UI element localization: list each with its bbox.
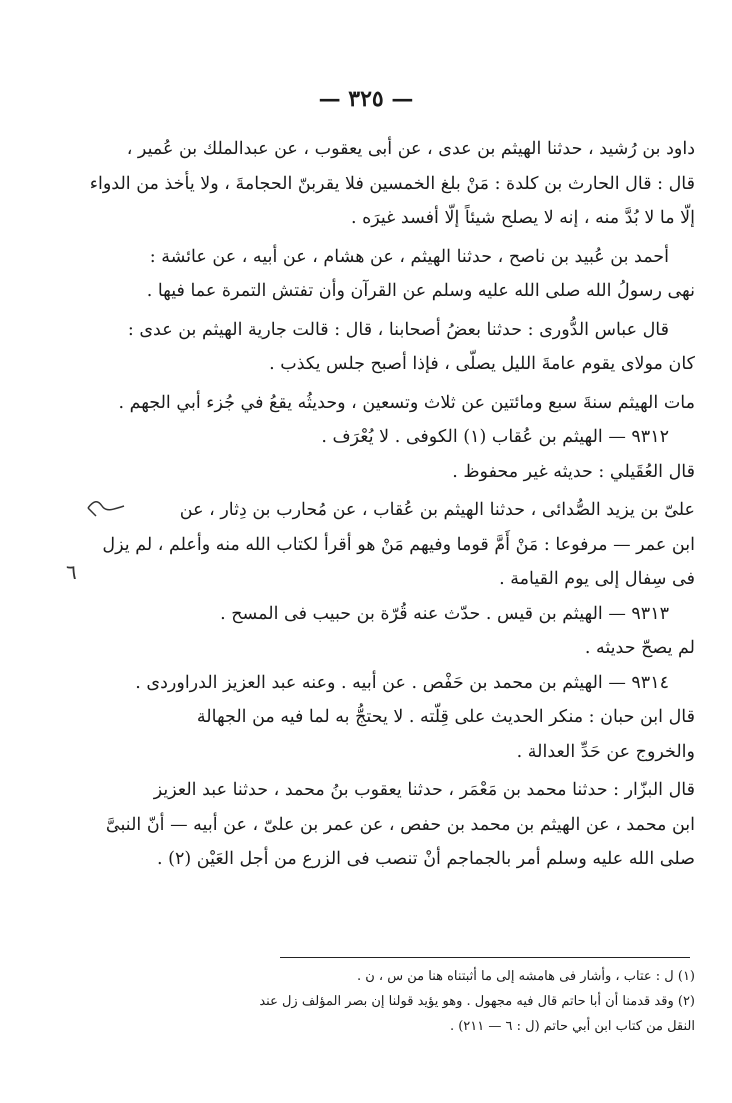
text-line: إلّا ما لا بُدَّ منه ، إنه لا يصلح شيئاً إلّا أفسد غيرَه . <box>350 208 695 228</box>
text-line: قال : قال الحارث بن كلدة : مَنْ بلغ الخمسين فلا يقربنّ الحجامةَ ، ولا يأخذ من الدواء <box>89 173 695 194</box>
footnote-line: (١) ل : عتاب ، وأشار فى هامشه إلى ما أثبتناه هنا من س ، ن . <box>356 969 695 984</box>
entry-heading: ٩٣١٢ — الهيثم بن عُقاب (١) الكوفى . لا يُعْرَف . <box>321 427 669 447</box>
footnote-line: النقل من كتاب ابن أبي حاتم (ل : ٦ — ٢١١) . <box>449 1019 695 1034</box>
text-line: قال العُقَيلي : حديثه غير محفوظ . <box>452 461 695 482</box>
footnote-line: (٢) وقد قدمنا أن أبا حاتم قال فيه مجهول . وهو يؤيد قولنا إن بصر المؤلف زل عند <box>259 994 695 1009</box>
text-line: قال ابن حبان : منكر الحديث على قِلّته . لا يحتجُّ به لما فيه من الجهالة <box>196 707 695 727</box>
text-line: نهى رسولُ الله صلى الله عليه وسلم عن القرآن وأن تفتش التمرة عما فيها . <box>146 281 695 301</box>
footnotes <box>55 964 695 1039</box>
text-line: لم يصحّ حديثه . <box>584 638 695 658</box>
text-line: أحمد بن عُبيد بن ناصح ، حدثنا الهيثم ، عن هشام ، عن أبيه ، عن عائشة : <box>149 246 669 267</box>
footnote-divider <box>280 957 690 958</box>
text-line: علىّ بن يزيد الصُّدائى ، حدثنا الهيثم بن عُقاب ، عن مُحارب بن دِثار ، عن <box>179 500 695 520</box>
text-line: والخروج عن حَدِّ العدالة . <box>516 741 695 762</box>
text-line: قال البزّار : حدثنا محمد بن مَعْمَر ، حدثنا يعقوب بنُ محمد ، حدثنا عبد العزيز <box>153 780 695 800</box>
page-number: — ٣٢٥ — <box>318 86 414 112</box>
entry-heading: ٩٣١٤ — الهيثم بن محمد بن حَفْص . عن أبيه . وعنه عبد العزيز الدراوردى . <box>135 672 669 693</box>
margin-arrow-mark <box>86 496 126 522</box>
text-line: صلى الله عليه وسلم أمر بالجماجم أنْ تنصب فى الزرع من أجل العَيْن (٢) . <box>157 849 695 869</box>
text-line: ابن محمد ، عن الهيثم بن محمد بن حفص ، عن عمر بن علىّ ، عن أبيه — أنّ النبىَّ <box>105 814 695 835</box>
margin-note: ٦ <box>66 560 77 584</box>
text-line: كان مولاى يقوم عامةَ الليل يصلّى ، فإذا أصبح جلس يكذب . <box>269 354 695 374</box>
entry-heading: ٩٣١٣ — الهيثم بن قيس . حدّث عنه قُرّة بن حبيب فى المسح . <box>220 603 669 624</box>
text-line: قال عباس الدُّورى : حدثنا بعضُ أصحابنا ، قال : قالت جارية الهيثم بن عدى : <box>127 319 669 340</box>
text-line: داود بن رُشيد ، حدثنا الهيثم بن عدى ، عن أبى يعقوب ، عن عبدالملك بن عُمير ، <box>126 139 695 159</box>
main-text <box>60 132 695 877</box>
text-line: مات الهيثم سنةَ سبع ومائتين عن ثلاث وتسعين ، وحديثُه يقعُ في جُزء أبي الجهم . <box>118 392 695 413</box>
text-line: فى سِفال إلى يوم القيامة . <box>499 569 695 589</box>
text-line: ابن عمر — مرفوعا : مَنْ أَمَّ قوما وفيهم مَنْ هو أقرأ لكتاب الله منه وأعلم ، لم يزل <box>102 534 695 555</box>
